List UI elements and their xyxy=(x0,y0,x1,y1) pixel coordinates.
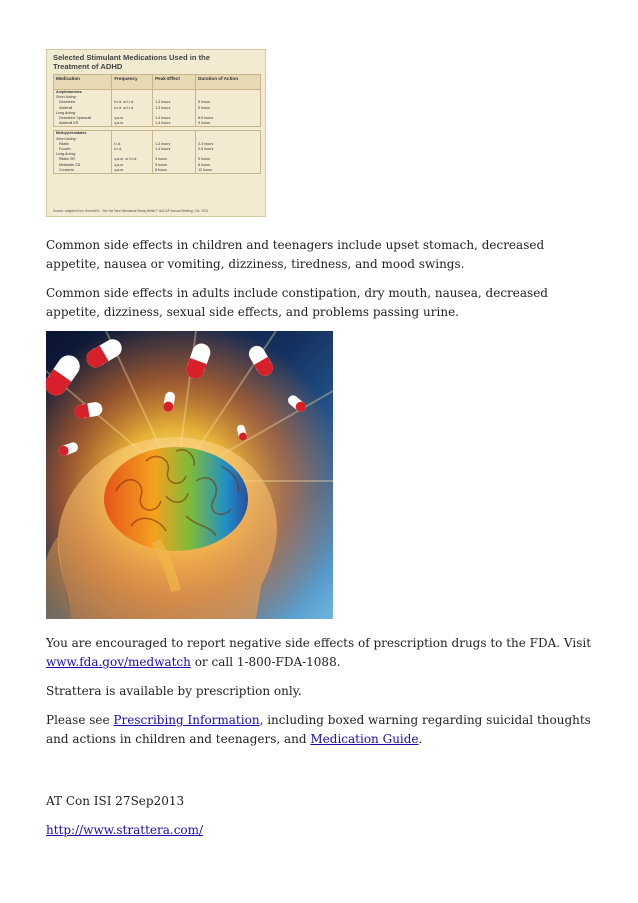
table-cell: 5 hours xyxy=(153,163,196,168)
medications-table xyxy=(53,74,261,174)
group-name-cell: Amphetamines xyxy=(54,90,112,96)
prescribing-info-paragraph xyxy=(46,711,598,749)
table-cell: 1-3 hours xyxy=(153,142,196,147)
table-cell: 2-4 hours xyxy=(196,142,261,147)
subgroup-label-cell: Short Acting: xyxy=(54,95,112,100)
table-cell: 1-3 hours xyxy=(153,100,196,105)
table-cell: Metadate CD xyxy=(54,163,112,168)
table-cell: t.i.d. xyxy=(112,142,153,147)
table-cell: Focalin xyxy=(54,147,112,152)
table-cell: 6-9 hours xyxy=(196,116,261,121)
table-cell: q.a.m. xyxy=(112,121,153,127)
table-cell: 5 hours xyxy=(196,106,261,111)
report-suffix-text: or call 1-800-FDA-1088. xyxy=(190,655,341,669)
table-cell: Ritalin xyxy=(54,142,112,147)
table-cell: q.a.m. or b.i.d. xyxy=(112,157,153,162)
table-cell: b.i.d. xyxy=(112,147,153,152)
subgroup-label-cell: Short Acting: xyxy=(54,137,112,142)
table-cell: 8 hours xyxy=(196,163,261,168)
group-name-cell: Methylphenidates xyxy=(54,131,112,137)
table-title: Selected Stimulant Medications Used in the Treatment of ADHD xyxy=(53,53,210,71)
table-cell: b.i.d. or t.i.d. xyxy=(112,106,153,111)
adult-side-effects: Common side effects in adults include constipation, dry mouth, nausea, decreased appetite, dizziness, sexual side effects, and problems passing urine. xyxy=(46,286,548,319)
subgroup-label-cell: Long Acting: xyxy=(54,152,112,157)
table-cell: 1-4 hours xyxy=(153,121,196,127)
prescribing-information-link[interactable]: Prescribing Information xyxy=(113,713,260,727)
table-cell: 5 hours xyxy=(196,157,261,162)
medication-guide-link[interactable]: Medication Guide xyxy=(310,732,419,746)
table-cell: 1-4 hours xyxy=(153,116,196,121)
document-code: AT Con ISI 27Sep2013 xyxy=(46,794,185,808)
col-header: Peak Effect xyxy=(153,75,196,90)
subgroup-label-cell: Long Acting: xyxy=(54,111,112,116)
table-cell: 3 hours xyxy=(153,157,196,162)
table-cell: q.a.m. xyxy=(112,163,153,168)
fda-report-paragraph xyxy=(46,634,598,672)
site-link-paragraph xyxy=(46,821,598,840)
availability-text: Strattera is available by prescription only. xyxy=(46,684,302,698)
table-cell: Ritalin SR xyxy=(54,157,112,162)
brain-with-pills-illustration xyxy=(46,331,333,619)
see-middle-text: , including boxed warning regarding suicidal thoughts and actions in children and teenagers, and xyxy=(46,713,591,746)
table-cell: Dexedrine xyxy=(54,100,112,105)
col-header: Duration of Action xyxy=(196,75,261,90)
table-cell: q.a.m. xyxy=(112,116,153,121)
medwatch-link[interactable]: www.fda.gov/medwatch xyxy=(46,655,191,669)
table-cell: 9 hours xyxy=(196,121,261,127)
table-cell: b.i.d. or t.i.d. xyxy=(112,100,153,105)
table-cell: 8 hours xyxy=(153,168,196,174)
col-header: Medication xyxy=(54,75,112,90)
table-cell: 1-4 hours xyxy=(153,147,196,152)
table-cell: Adderall XR xyxy=(54,121,112,127)
see-prefix-text: Please see xyxy=(46,713,114,727)
table-cell: Concerta xyxy=(54,168,112,174)
table-header-row xyxy=(54,75,261,90)
table-cell: 5 hours xyxy=(196,100,261,105)
table-cell: Adderall xyxy=(54,106,112,111)
col-header: Frequency xyxy=(112,75,153,90)
see-suffix-text: . xyxy=(418,732,423,746)
children-side-effects: Common side effects in children and teenagers include upset stomach, decreased appetite, nausea or vomiting, dizziness, tiredness, and mood swings. xyxy=(46,238,545,271)
report-prefix-text: You are encouraged to report negative side effects of prescription drugs to the FDA. Visit xyxy=(46,636,592,650)
strattera-site-link[interactable]: http://www.strattera.com/ xyxy=(46,823,204,837)
table-row xyxy=(54,168,261,174)
table-cell: 2-5 hours xyxy=(196,147,261,152)
table-cell: q.a.m. xyxy=(112,168,153,174)
table-cell: 1-3 hours xyxy=(153,106,196,111)
table-cell: 12 hours xyxy=(196,168,261,174)
table-source: Source: Adapted from Greenhill L. "Are the New Stimulants Really Better?" AACAP Annual Meeting, Oct. 2001. xyxy=(53,209,210,213)
stimulant-medications-table-image xyxy=(46,49,266,217)
table-cell: Dexedrine Spansule xyxy=(54,116,112,121)
